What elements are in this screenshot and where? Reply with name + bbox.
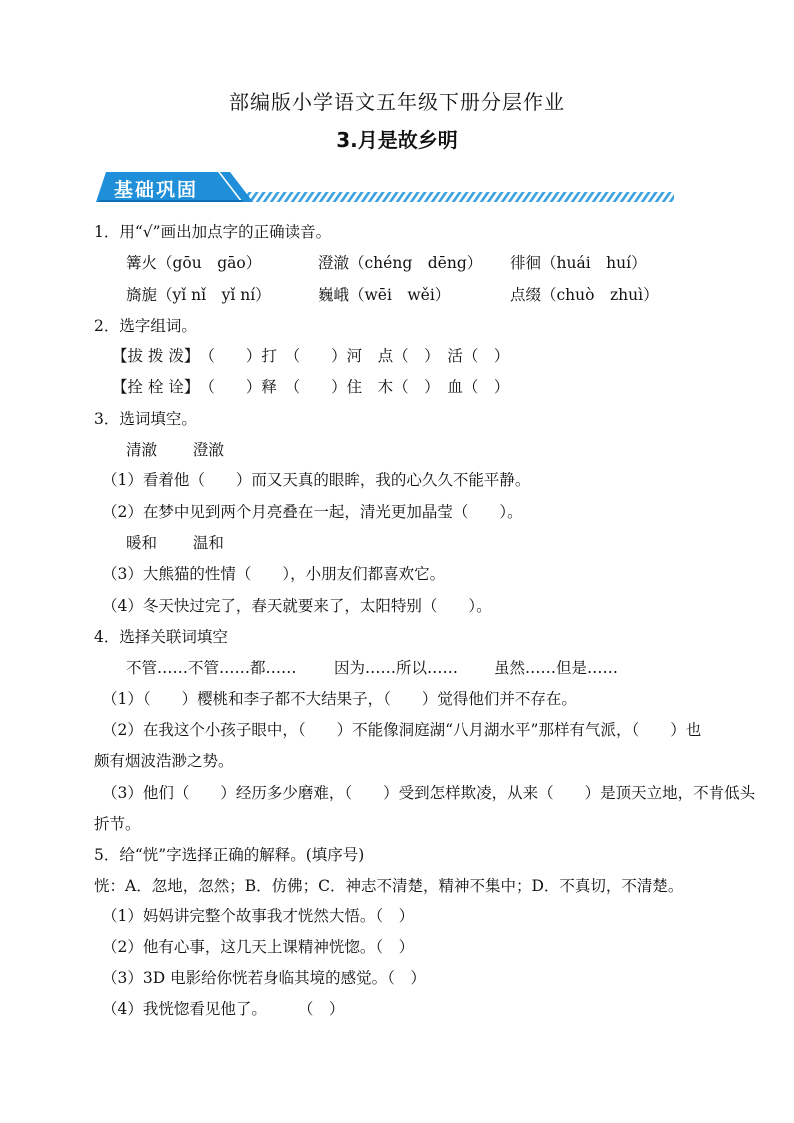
q5-sentence-1: （1）妈妈讲完整个故事我才恍然大悟。（ ）: [102, 907, 415, 925]
q4-sentence-2b: 颇有烟波浩渺之势。: [94, 752, 234, 770]
q2-stem: 2．选字组词。: [94, 317, 197, 335]
q5-sentence-2: （2）他有心事，这几天上课精神恍惚。（ ）: [102, 938, 415, 956]
q5-stem: 5．给“恍”字选择正确的解释。(填序号): [94, 846, 365, 864]
q2-line-1: 【拔 拨 泼】 （ ）打 （ ）河 点（ ） 活（ ）: [112, 347, 510, 365]
q2-line-2: 【拴 栓 诠】 （ ）释 （ ）住 木（ ） 血（ ）: [112, 378, 510, 396]
q1-item-2: 澄澈（chéng dēng）: [318, 254, 483, 272]
q4-stem: 4．选择关联词填空: [94, 628, 228, 646]
section-label: 基础巩固: [114, 179, 199, 201]
q5-definitions: 恍：A．忽地，忽然；B．仿佛；C．神志不清楚，精神不集中；D．不真切，不清楚。: [94, 877, 684, 895]
q3-sentence-3: （3）大熊猫的性情（ ），小朋友们都喜欢它。: [102, 565, 446, 583]
section-banner: [96, 170, 676, 204]
q1-stem: 1．用“√”画出加点字的正确读音。: [94, 223, 332, 241]
q1-item-3: 徘徊（huái huí）: [510, 254, 647, 272]
q5-sentence-3: （3）3D 电影给你恍若身临其境的感觉。（ ）: [102, 969, 426, 987]
q1-item-1: 篝火（gōu gāo）: [126, 254, 262, 272]
q4-sentence-1: （1）（ ）樱桃和李子都不大结果子，（ ）觉得他们并不存在。: [102, 690, 577, 708]
q3-word-pair-1: 清澈 澄澈: [126, 441, 224, 459]
q4-option-3: 虽然……但是……: [494, 659, 619, 677]
q3-word-pair-2: 暖和 温和: [126, 534, 224, 552]
q1-item-6: 点缀（chuò zhuì）: [510, 286, 659, 304]
q5-sentence-4: （4）我恍惚看见他了。 （ ）: [102, 1000, 345, 1018]
q4-sentence-3b: 折节。: [94, 815, 141, 833]
q1-item-4: 旖旎（yǐ nǐ yǐ ní）: [126, 286, 271, 304]
q4-option-1: 不管……不管……都……: [126, 659, 297, 677]
q1-item-5: 巍峨（wēi wěi）: [318, 286, 451, 304]
q3-sentence-2: （2）在梦中见到两个月亮叠在一起，清光更加晶莹（ ）。: [102, 503, 523, 521]
q4-option-2: 因为……所以……: [334, 659, 459, 677]
q4-sentence-3a: （3）他们（ ）经历多少磨难，（ ）受到怎样欺凌，从来（ ）是顶天立地，不肯低头: [102, 784, 756, 802]
q4-sentence-2a: （2）在我这个小孩子眼中，（ ）不能像洞庭湖“八月湖水平”那样有气派，（ ）也: [102, 721, 702, 739]
q3-stem: 3．选词填空。: [94, 410, 197, 428]
document-title: 部编版小学语文五年级下册分层作业: [229, 90, 565, 114]
q3-sentence-4: （4）冬天快过完了，春天就要来了，太阳特别（ ）。: [102, 597, 492, 615]
lesson-title: 3.月是故乡明: [336, 128, 458, 152]
q3-sentence-1: （1）看着他（ ）而又天真的眼眸，我的心久久不能平静。: [102, 471, 531, 489]
